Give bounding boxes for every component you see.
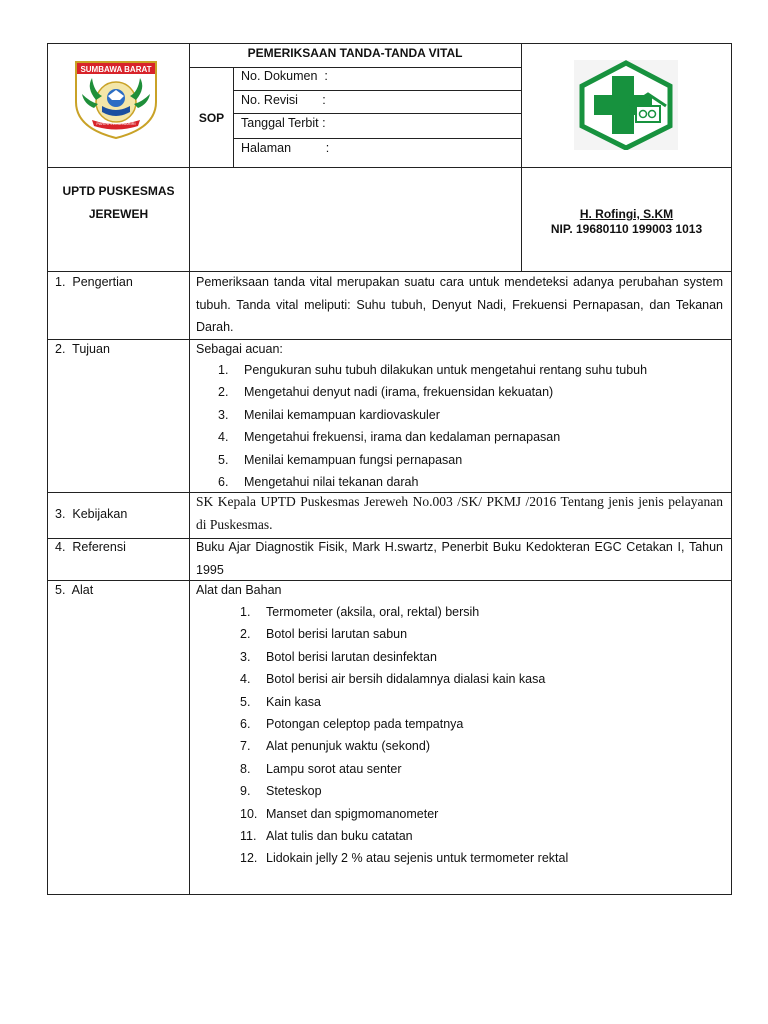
- seal-banner-text: SUMBAWA BARAT: [80, 65, 152, 74]
- section-intro-alat: Alat dan Bahan: [196, 583, 282, 597]
- seal-motto-text: PARIRI LEMA BARIRI: [96, 121, 136, 126]
- document-title: PEMERIKSAAN TANDA-TANDA VITAL: [247, 46, 463, 60]
- field-no-dokumen: No. Dokumen :: [241, 69, 328, 83]
- section-label-pengertian: 1. Pengertian: [55, 275, 133, 289]
- section-intro-tujuan: Sebagai acuan:: [196, 342, 283, 356]
- field-tanggal-terbit: Tanggal Terbit :: [241, 116, 326, 130]
- org-name-line2: JEREWEH: [88, 207, 149, 221]
- section-label-kebijakan: 3. Kebijakan: [55, 507, 128, 521]
- section-label-tujuan: 2. Tujuan: [55, 342, 110, 356]
- section-text-kebijakan: SK Kepala UPTD Puskesmas Jereweh No.003 /SK/ PKMJ /2016 Tentang jenis jenis pelayanan di Puskesmas.: [196, 494, 723, 532]
- section-label-referensi: 4. Referensi: [55, 540, 126, 554]
- section-text-referensi: Buku Ajar Diagnostik Fisik, Mark H.swartz, Penerbit Buku Kedokteran EGC Cetakan I, Tahun 1995: [196, 540, 723, 577]
- signer-name: H. Rofingi, S.KM: [579, 207, 674, 221]
- section-text-pengertian: Pemeriksaan tanda vital merupakan suatu cara untuk mendeteksi adanya perubahan system tubuh. Tanda vital meliputi: Suhu tubuh, Denyut Nadi, Frekuensi Pernapasan, dan Tekanan Darah.: [196, 275, 723, 334]
- org-name-line1: UPTD PUSKESMAS: [62, 184, 175, 198]
- sumbawa-barat-seal: [72, 58, 160, 140]
- sop-label: SOP: [198, 111, 225, 125]
- field-halaman: Halaman :: [241, 141, 330, 155]
- section-label-alat: 5. Alat: [55, 583, 94, 597]
- field-no-revisi: No. Revisi :: [241, 93, 326, 107]
- puskesmas-logo: [574, 60, 678, 150]
- signer-nip: NIP. 19680110 199003 1013: [550, 222, 703, 236]
